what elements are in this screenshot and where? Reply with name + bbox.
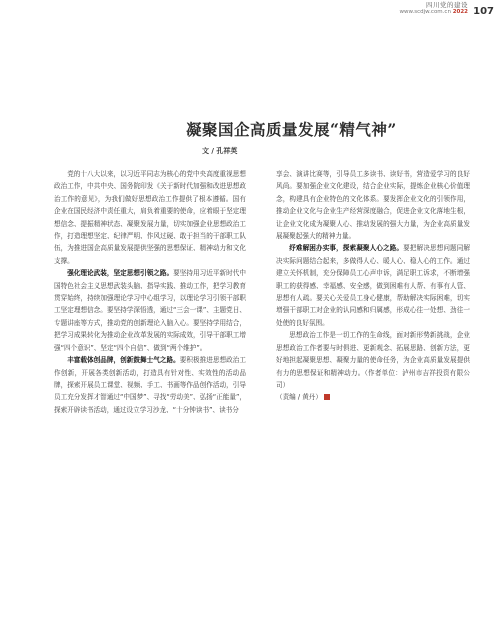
paragraph-text: 党的十八大以来，以习近平同志为核心的党中央高度重视思想政治工作，中共中央、国务院印发《关于新时代加强和改进思想政治工作的意见》，为我们做好思想政治工作提供了根本遵循。国有企业在国民经济中责任重大，肩负着重要的使命，应着眼于坚定理想信念、提振精神状态、凝聚发展力量，切实加强企业思想政治工作，打造理想坚定、纪律严明、作风过硬、敢于担当的干部职工队伍，为推进国企高质量发展提供坚强的思想保证、精神动力和文化支撑。	[54, 170, 246, 265]
article-byline: 文 / 孔祥英	[202, 147, 238, 155]
paragraph-text: 要坚持用习近平新时代中国特色社会主义思想武装头脑、指导实践、推动工作，把学习教育贯穿始终，持续加强理论学习中心组学习，以理论学习引领干部职工坚定理想信念。要坚持学深悟透，通过“三会一课”、主题党日、专题讲座等方式，推动党的创新理论入脑入心。要坚持学用结合，把学习成果转化为推动企业改革发展的实际成效，引导干部职工增强“四个意识”、坚定“四个自信”、做到“两个维护”。	[54, 269, 247, 352]
paragraph	[54, 168, 246, 267]
page-number: 107	[473, 6, 494, 17]
editor-credit: （责编 / 黄丹）	[276, 393, 322, 402]
section-heading: 纾难解困办实事，探索凝聚人心之路。	[289, 244, 404, 253]
paragraph	[276, 391, 470, 403]
paragraph-text: 要积极推进思想政治工作创新，开展各类创新活动，打造具有针对性、实效性的活动品牌，探索开展员工课堂、视频、手工、书画等作品创作活动，引导员工充分发挥才智通过“中国梦”、寻找“劳动美”、弘扬“正能量”，探索开辟读书活动，通过设立学习沙龙、“十分钟读书”、读书分	[54, 356, 247, 414]
year-badge: 2022	[452, 9, 468, 15]
right-column	[276, 168, 470, 548]
magazine-url	[400, 9, 468, 15]
paragraph	[54, 267, 246, 354]
section-heading: 丰富载体创品牌，创新鼓舞士气之路。	[67, 356, 180, 365]
paragraph-text: 思想政治工作是一切工作的生命线，面对新形势新挑战，企业思想政治工作者要与时俱进、更新观念、拓展思路、创新方法，更好地担起凝聚思想、凝聚力量的使命任务，为企业高质量发展提供有力的思想保证和精神动力。（作者单位：泸州市吉祥投资有限公司）	[276, 331, 470, 389]
left-column	[54, 168, 246, 628]
article-title: 凝聚国企高质量发展“精气神”	[186, 120, 397, 139]
paragraph	[54, 354, 246, 416]
paragraph	[276, 329, 470, 391]
end-mark-icon	[324, 394, 330, 400]
paragraph-text: 享会、演讲比赛等，引导员工多读书、读好书，营造爱学习的良好风尚。要加强企业文化建设，结合企业实际，提炼企业核心价值理念，构建具有企业特色的文化体系。要发挥企业文化的引领作用，推动企业文化与企业生产经营深度融合，促进企业文化落地生根，让企业文化成为凝聚人心、推动发展的强大力量，为企业高质量发展凝聚起强大的精神力量。	[276, 170, 470, 241]
paragraph	[276, 242, 470, 329]
section-heading: 强化理论武装，坚定思想引领之路。	[67, 269, 174, 278]
url-text: www.scdjw.com.cn	[399, 9, 451, 15]
paragraph-text: 要把解决思想问题同解决实际问题结合起来，多做得人心、暖人心、稳人心的工作。通过建立关怀机制，充分保障员工心声申诉，满足职工诉求，不断增强职工的获得感、幸福感、安全感，做到困难有人帮、有事有人管、思想有人疏。要关心关爱员工身心健康，帮助解决实际困难，切实增强干部职工对企业的认同感和归属感，形成心往一处想、劲往一处使的良好氛围。	[276, 244, 471, 327]
magazine-name: 四川党的建设	[426, 1, 468, 9]
paragraph	[276, 168, 470, 242]
